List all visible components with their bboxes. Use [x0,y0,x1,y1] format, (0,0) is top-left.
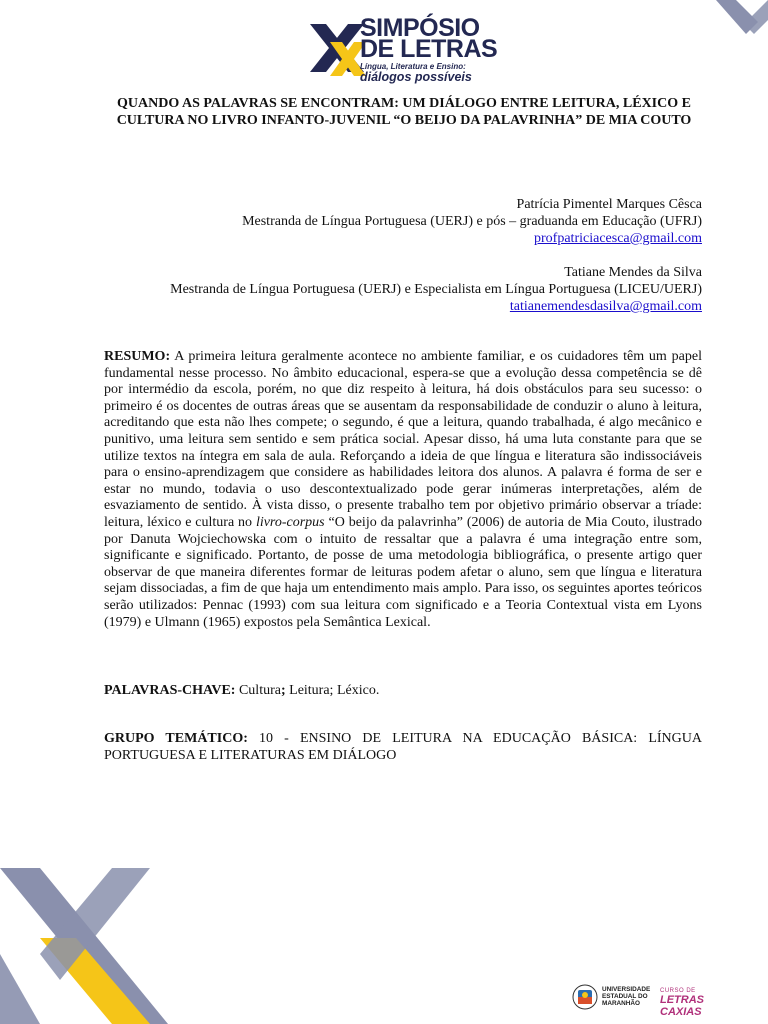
group-label: GRUPO TEMÁTICO: [104,731,248,746]
abstract-paragraph [104,349,702,631]
author-block-1 [242,196,702,247]
symposium-logo [308,14,508,84]
corner-x-decoration-bottom [0,868,176,1024]
group-text: 10 - ENSINO DE LEITURA NA EDUCAÇÃO BÁSICA: LÍNGUA PORTUGUESA E LITERATURAS EM DIÁLOGO [104,731,702,763]
keyword-item: Cultura [235,683,281,698]
keyword-item: Leitura; Léxico. [289,683,380,698]
letras-logo-top: CURSO DE [660,988,696,994]
corner-x-decoration-top [706,0,768,40]
footer-logos [572,982,738,1016]
university-name: UNIVERSIDADE ESTADUAL DO MARANHÃO [602,986,651,1007]
logo-title-line2: DE LETRAS [360,35,498,63]
keywords-line [104,682,702,699]
author-affiliation: Mestranda de Língua Portuguesa (UERJ) e pós – graduanda em Educação (UFRJ) [242,214,702,229]
abstract-text-1: A primeira leitura geralmente acontece no ambiente familiar, e os cuidadores têm um papel fundamental nesse processo. No âmbito educacional, espera-se que a evolução dessa competência se dê por intermédio da escola, porém, no que diz respeito à leitura, há dois obstáculos para seu sucesso: o primeiro é os docentes de outras áreas que se ausentam da responsabilidade de conduzir o aluno à leitura, acreditando que esta não lhes compete; o segundo, é que a leitura, quando trabalhada, é algo mecânico e punitivo, uma leitura sem sentido e sem prática social. Apesar disso, há uma luta constante para que se utilize textos na íntegra em sala de aula. Reforçando a ideia de que língua e literatura são indissociáveis para o ensino-aprendizagem que considere as habilidades leitora dos alunos. A palavra é forma de ser e estar no mundo, todavia o uso descontextualizado pode gerar inúmeras interpretações, além de esvaziamento de sentido. À vista disso, o presente trabalho tem por objetivo primário observar a tríade: leitura, léxico e cultura no [104,349,702,530]
paper-title: QUANDO AS PALAVRAS SE ENCONTRAM: UM DIÁLOGO ENTRE LEITURA, LÉXICO E CULTURA NO LIVRO INFANTO-JUVENIL “O BEIJO DA PALAVRINHA” DE MIA COUTO [116,96,692,128]
logo-title-line1: SIMPÓSIO [360,14,480,42]
letras-caxias-logo [660,988,738,1018]
abstract-label: RESUMO: [104,349,171,364]
keywords-label: PALAVRAS-CHAVE: [104,683,236,698]
letras-logo-main: LETRAS CAXIAS [660,994,704,1018]
author-affiliation: Mestranda de Língua Portuguesa (UERJ) e Especialista em Língua Portuguesa (LICEU/UERJ) [170,282,702,297]
thematic-group [104,731,702,764]
author-name: Tatiane Mendes da Silva [564,265,702,280]
author-block-2 [170,264,702,315]
logo-tagline: diálogos possíveis [360,70,472,84]
abstract-text-2: “O beijo da palavrinha” (2006) de autoria de Mia Couto, ilustrado por Danuta Wojciechowska com o intuito de ressaltar que a palavra é uma integração entre som, significante e significado. Portanto, de posse de uma metodologia bibliográfica, o presente artigo quer observar de que maneira diferentes formar de leituras podem afetar o aluno, sem que língua e literatura sejam dissociadas, a fim de que haja um entendimento mais amplo. Para isso, os seguintes aportes teóricos serão utilizados: Pennac (1993) com sua leitura com significado e a Teoria Contextual vista em Lyons (1979) e Ulmann (1965) expostos pela Semântica Lexical. [104,514,702,630]
author-email-link[interactable]: profpatriciacesca@gmail.com [534,231,702,246]
author-name: Patrícia Pimentel Marques Cêsca [516,197,702,212]
author-email-link[interactable]: tatianemendesdasilva@gmail.com [509,299,702,314]
abstract-italic-term: livro-corpus [255,514,325,530]
university-seal-icon [572,984,598,1010]
logo-subtitle: Língua, Literatura e Ensino: [360,62,466,71]
keyword-separator: ; [280,683,290,698]
